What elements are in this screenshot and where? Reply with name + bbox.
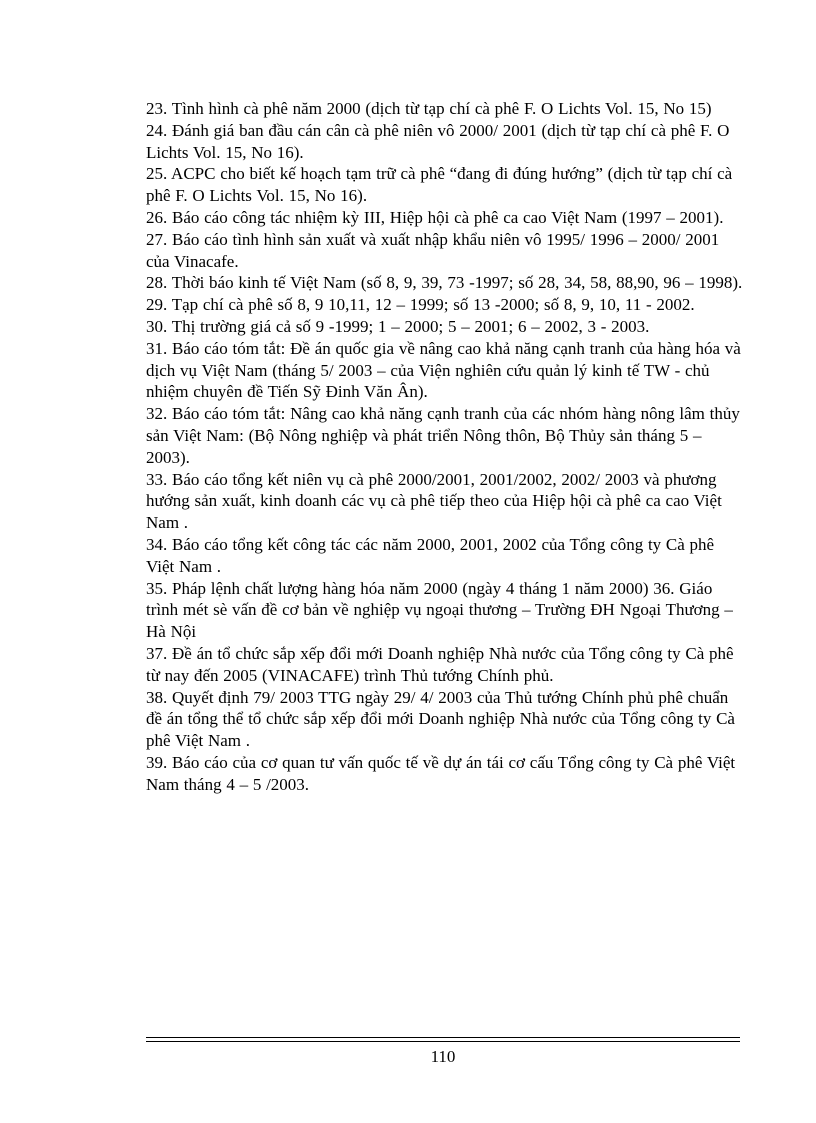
reference-item-27: 27. Báo cáo tình hình sản xuất và xuất nhập khẩu niên vô 1995/ 1996 – 2000/ 2001 của Vinacafe. — [146, 229, 720, 271]
reference-item-25: 25. ACPC cho biết kế hoạch tạm trữ cà phê “đang đi đúng hướng” (dịch từ tạp chí cà phê F. O Lichts Vol. 15, No 16). — [146, 164, 733, 206]
reference-item-34: 34. Báo cáo tổng kết công tác các năm 2000, 2001, 2002 của Tổng công ty Cà phê Việt Nam . — [146, 534, 715, 576]
reference-item-23: 23. Tình hình cà phê năm 2000 (dịch từ tạp chí cà phê F. O Lichts Vol. 15, No 15) — [146, 99, 712, 118]
footer-divider-double — [146, 1041, 740, 1042]
reference-list — [146, 98, 746, 796]
reference-item-32: 32. Báo cáo tóm tắt: Nâng cao khả năng cạnh tranh của các nhóm hàng nông lâm thủy sản Việt Nam: (Bộ Nông nghiệp và phát triển Nông thôn, Bộ Thủy sản tháng 5 – 2003). — [146, 404, 740, 467]
reference-item-37: 37. Đề án tổ chức sắp xếp đổi mới Doanh nghiệp Nhà nước của Tổng công ty Cà phê từ nay đến 2005 (VINACAFE) trình Thủ tướng Chính phủ. — [146, 643, 734, 685]
reference-item-39: 39. Báo cáo của cơ quan tư vấn quốc tế về dự án tái cơ cấu Tổng công ty Cà phê Việt Nam tháng 4 – 5 /2003. — [146, 752, 736, 794]
footer-divider — [146, 1037, 740, 1038]
reference-item-30: 30. Thị trường giá cả số 9 -1999; 1 – 2000; 5 – 2001; 6 – 2002, 3 - 2003. — [146, 316, 650, 336]
reference-item-29: 29. Tạp chí cà phê số 8, 9 10,11, 12 – 1999; số 13 -2000; số 8, 9, 10, 11 - 2002. — [146, 295, 695, 315]
reference-item-24: 24. Đánh giá ban đầu cán cân cà phê niên vô 2000/ 2001 (dịch từ tạp chí cà phê F. O Lichts Vol. 15, No 16). — [146, 120, 730, 162]
reference-item-38: 38. Quyết định 79/ 2003 TTG ngày 29/ 4/ 2003 của Thủ tướng Chính phủ phê chuẩn đề án tổng thể tổ chức sắp xếp đổi mới Doanh nghiệp Nhà nước của Tổng công ty Cà phê Việt Nam . — [146, 687, 735, 751]
reference-item-31: 31. Báo cáo tóm tắt: Đề án quốc gia về nâng cao khả năng cạnh tranh của hàng hóa và dịch vụ Việt Nam (tháng 5/ 2003 – của Viện nghiên cứu quản lý kinh tế TW - chủ nhiệm chuyên đề Tiến Sỹ Đinh Văn Ân). — [146, 338, 741, 402]
reference-item-35: 35. Pháp lệnh chất lượng hàng hóa năm 2000 (ngày 4 tháng 1 năm 2000) 36. Giáo trình mét sè vấn đề cơ bản về nghiệp vụ ngoại thương – Trường ĐH Ngoại Thương – Hà Nội — [146, 578, 733, 642]
reference-item-33: 33. Báo cáo tổng kết niên vụ cà phê 2000/2001, 2001/2002, 2002/ 2003 và phương hướng sản xuất, kinh doanh các vụ cà phê tiếp theo của Hiệp hội cà phê ca cao Việt Nam . — [146, 469, 722, 533]
reference-item-28: 28. Thời báo kinh tế Việt Nam (số 8, 9, 39, 73 -1997; số 28, 34, 58, 88,90, 96 – 1998). — [146, 273, 743, 293]
reference-item-26: 26. Báo cáo công tác nhiệm kỳ III, Hiệp hội cà phê ca cao Việt Nam (1997 – 2001). — [146, 207, 724, 227]
page-number: 110 — [430, 1047, 456, 1066]
